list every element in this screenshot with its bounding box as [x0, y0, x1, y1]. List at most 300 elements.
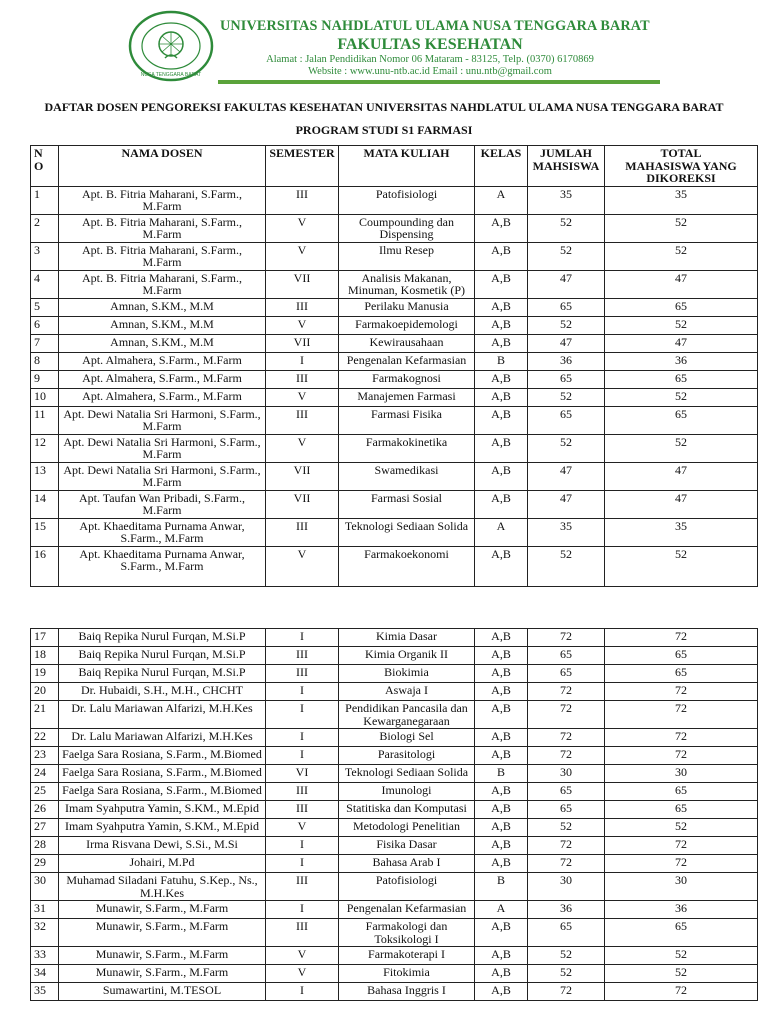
cell-semester: I — [266, 683, 339, 701]
cell-semester: I — [266, 901, 339, 919]
cell-nama-dosen: Faelga Sara Rosiana, S.Farm., M.Biomed — [59, 765, 266, 783]
cell-mata-kuliah: Teknologi Sediaan Solida — [339, 518, 475, 546]
cell-kelas: A,B — [475, 783, 528, 801]
cell-no: 6 — [31, 316, 59, 334]
cell-no: 13 — [31, 462, 59, 490]
table-row — [31, 819, 758, 837]
cell-mata-kuliah: Biokimia — [339, 665, 475, 683]
cell-mata-kuliah: Farmakoekonomi — [339, 546, 475, 586]
table-row — [31, 334, 758, 352]
cell-semester: VII — [266, 490, 339, 518]
table-row — [31, 965, 758, 983]
cell-total: 65 — [605, 783, 758, 801]
cell-semester: VI — [266, 765, 339, 783]
cell-mata-kuliah: Patofisiologi — [339, 873, 475, 901]
cell-nama-dosen: Muhamad Siladani Fatuhu, S.Kep., Ns., M.H.Kes — [59, 873, 266, 901]
table-row — [31, 370, 758, 388]
table-row — [31, 729, 758, 747]
cell-jumlah: 52 — [528, 546, 605, 586]
cell-kelas: A,B — [475, 983, 528, 1001]
cell-kelas: A,B — [475, 490, 528, 518]
table-row — [31, 214, 758, 242]
cell-no: 28 — [31, 837, 59, 855]
cell-mata-kuliah: Bahasa Inggris I — [339, 983, 475, 1001]
cell-no: 33 — [31, 947, 59, 965]
table-row — [31, 747, 758, 765]
cell-jumlah: 72 — [528, 683, 605, 701]
cell-no: 16 — [31, 546, 59, 586]
program-subtitle: PROGRAM STUDI S1 FARMASI — [295, 123, 473, 137]
cell-jumlah: 47 — [528, 270, 605, 298]
cell-jumlah: 65 — [528, 406, 605, 434]
cell-jumlah: 52 — [528, 316, 605, 334]
cell-mata-kuliah: Statitiska dan Komputasi — [339, 801, 475, 819]
cell-semester: V — [266, 546, 339, 586]
cell-jumlah: 65 — [528, 298, 605, 316]
table-row — [31, 270, 758, 298]
cell-kelas: A,B — [475, 665, 528, 683]
cell-kelas: A,B — [475, 298, 528, 316]
cell-kelas: B — [475, 352, 528, 370]
cell-nama-dosen: Apt. Khaeditama Purnama Anwar, S.Farm., M.Farm — [59, 546, 266, 586]
header-total-dikoreksi: TOTAL MAHASISWA YANG DIKOREKSI — [605, 146, 758, 187]
table-row — [31, 629, 758, 647]
cell-nama-dosen: Apt. B. Fitria Maharani, S.Farm., M.Farm — [59, 186, 266, 214]
cell-no: 4 — [31, 270, 59, 298]
table-row — [31, 518, 758, 546]
cell-semester: VII — [266, 334, 339, 352]
cell-total: 52 — [605, 316, 758, 334]
cell-jumlah: 52 — [528, 434, 605, 462]
cell-no: 7 — [31, 334, 59, 352]
cell-kelas: A,B — [475, 701, 528, 729]
cell-kelas: A,B — [475, 434, 528, 462]
cell-jumlah: 65 — [528, 919, 605, 947]
cell-jumlah: 65 — [528, 665, 605, 683]
cell-no: 10 — [31, 388, 59, 406]
university-name: UNIVERSITAS NAHDLATUL ULAMA NUSA TENGGARA BARAT — [220, 18, 650, 34]
cell-jumlah: 36 — [528, 901, 605, 919]
cell-semester: I — [266, 855, 339, 873]
cell-semester: VII — [266, 270, 339, 298]
cell-nama-dosen: Dr. Lalu Mariawan Alfarizi, M.H.Kes — [59, 729, 266, 747]
lecturer-table-part-2 — [30, 628, 758, 1001]
cell-nama-dosen: Munawir, S.Farm., M.Farm — [59, 965, 266, 983]
cell-total: 36 — [605, 352, 758, 370]
cell-mata-kuliah: Imunologi — [339, 783, 475, 801]
cell-mata-kuliah: Ilmu Resep — [339, 242, 475, 270]
table-row — [31, 352, 758, 370]
cell-no: 3 — [31, 242, 59, 270]
cell-nama-dosen: Amnan, S.KM., M.M — [59, 334, 266, 352]
cell-mata-kuliah: Teknologi Sediaan Solida — [339, 765, 475, 783]
cell-mata-kuliah: Coumpounding dan Dispensing — [339, 214, 475, 242]
cell-semester: I — [266, 983, 339, 1001]
cell-no: 21 — [31, 701, 59, 729]
cell-kelas: A,B — [475, 819, 528, 837]
cell-jumlah: 72 — [528, 747, 605, 765]
cell-nama-dosen: Amnan, S.KM., M.M — [59, 316, 266, 334]
cell-nama-dosen: Munawir, S.Farm., M.Farm — [59, 901, 266, 919]
cell-kelas: A,B — [475, 947, 528, 965]
cell-semester: V — [266, 214, 339, 242]
cell-nama-dosen: Apt. B. Fitria Maharani, S.Farm., M.Farm — [59, 242, 266, 270]
cell-kelas: A,B — [475, 683, 528, 701]
faculty-name: FAKULTAS KESEHATAN — [337, 36, 523, 53]
cell-nama-dosen: Imam Syahputra Yamin, S.KM., M.Epid — [59, 819, 266, 837]
table-row — [31, 919, 758, 947]
cell-total: 65 — [605, 801, 758, 819]
cell-semester: V — [266, 242, 339, 270]
cell-semester: V — [266, 316, 339, 334]
cell-mata-kuliah: Perilaku Manusia — [339, 298, 475, 316]
table-row — [31, 901, 758, 919]
cell-total: 30 — [605, 873, 758, 901]
cell-nama-dosen: Apt. Dewi Natalia Sri Harmoni, S.Farm., M.Farm — [59, 434, 266, 462]
cell-nama-dosen: Baiq Repika Nurul Furqan, M.Si.P — [59, 647, 266, 665]
cell-mata-kuliah: Patofisiologi — [339, 186, 475, 214]
cell-nama-dosen: Amnan, S.KM., M.M — [59, 298, 266, 316]
table-row — [31, 434, 758, 462]
cell-kelas: B — [475, 765, 528, 783]
cell-kelas: A,B — [475, 214, 528, 242]
cell-nama-dosen: Apt. Dewi Natalia Sri Harmoni, S.Farm., M.Farm — [59, 462, 266, 490]
cell-no: 26 — [31, 801, 59, 819]
table-row — [31, 765, 758, 783]
cell-jumlah: 47 — [528, 334, 605, 352]
cell-no: 5 — [31, 298, 59, 316]
table-row — [31, 388, 758, 406]
cell-semester: III — [266, 919, 339, 947]
cell-mata-kuliah: Swamedikasi — [339, 462, 475, 490]
cell-jumlah: 36 — [528, 352, 605, 370]
table-row — [31, 665, 758, 683]
cell-no: 32 — [31, 919, 59, 947]
cell-kelas: A,B — [475, 729, 528, 747]
cell-mata-kuliah: Farmakoterapi I — [339, 947, 475, 965]
cell-mata-kuliah: Analisis Makanan, Minuman, Kosmetik (P) — [339, 270, 475, 298]
cell-mata-kuliah: Farmakologi dan Toksikologi I — [339, 919, 475, 947]
cell-total: 35 — [605, 186, 758, 214]
cell-kelas: A,B — [475, 747, 528, 765]
cell-jumlah: 30 — [528, 873, 605, 901]
cell-kelas: A,B — [475, 242, 528, 270]
cell-no: 8 — [31, 352, 59, 370]
cell-nama-dosen: Apt. Taufan Wan Pribadi, S.Farm., M.Farm — [59, 490, 266, 518]
cell-no: 23 — [31, 747, 59, 765]
table-row — [31, 186, 758, 214]
cell-mata-kuliah: Kewirausahaan — [339, 334, 475, 352]
cell-jumlah: 52 — [528, 965, 605, 983]
cell-jumlah: 65 — [528, 370, 605, 388]
cell-jumlah: 52 — [528, 388, 605, 406]
cell-semester: III — [266, 186, 339, 214]
table-row — [31, 783, 758, 801]
cell-total: 35 — [605, 518, 758, 546]
cell-semester: V — [266, 965, 339, 983]
cell-nama-dosen: Irma Risvana Dewi, S.Si., M.Si — [59, 837, 266, 855]
cell-mata-kuliah: Kimia Dasar — [339, 629, 475, 647]
cell-semester: V — [266, 819, 339, 837]
cell-mata-kuliah: Parasitologi — [339, 747, 475, 765]
cell-semester: I — [266, 729, 339, 747]
cell-mata-kuliah: Aswaja I — [339, 683, 475, 701]
cell-total: 47 — [605, 334, 758, 352]
table-row — [31, 316, 758, 334]
cell-no: 1 — [31, 186, 59, 214]
cell-nama-dosen: Apt. Almahera, S.Farm., M.Farm — [59, 388, 266, 406]
cell-kelas: A,B — [475, 270, 528, 298]
cell-no: 24 — [31, 765, 59, 783]
cell-total: 72 — [605, 983, 758, 1001]
cell-kelas: A,B — [475, 629, 528, 647]
header-mata-kuliah: MATA KULIAH — [339, 146, 475, 187]
table-row — [31, 947, 758, 965]
table-row — [31, 983, 758, 1001]
cell-total: 72 — [605, 729, 758, 747]
cell-nama-dosen: Apt. Almahera, S.Farm., M.Farm — [59, 370, 266, 388]
table-row — [31, 242, 758, 270]
cell-kelas: A,B — [475, 406, 528, 434]
cell-nama-dosen: Apt. Dewi Natalia Sri Harmoni, S.Farm., M.Farm — [59, 406, 266, 434]
cell-mata-kuliah: Fisika Dasar — [339, 837, 475, 855]
cell-mata-kuliah: Bahasa Arab I — [339, 855, 475, 873]
cell-mata-kuliah: Manajemen Farmasi — [339, 388, 475, 406]
cell-kelas: A,B — [475, 388, 528, 406]
cell-nama-dosen: Munawir, S.Farm., M.Farm — [59, 919, 266, 947]
cell-mata-kuliah: Farmakoepidemologi — [339, 316, 475, 334]
cell-total: 30 — [605, 765, 758, 783]
cell-total: 47 — [605, 462, 758, 490]
cell-mata-kuliah: Pengenalan Kefarmasian — [339, 901, 475, 919]
logo-lettering-bottom: NUSA TENGGARA BARAT — [140, 72, 202, 78]
cell-total: 72 — [605, 701, 758, 729]
header-no: N O — [31, 146, 59, 187]
cell-jumlah: 35 — [528, 186, 605, 214]
cell-kelas: A,B — [475, 647, 528, 665]
cell-total: 52 — [605, 388, 758, 406]
cell-nama-dosen: Apt. B. Fitria Maharani, S.Farm., M.Farm — [59, 214, 266, 242]
cell-no: 30 — [31, 873, 59, 901]
address: Alamat : Jalan Pendidikan Nomor 06 Mataram - 83125, Telp. (0370) 6170869 — [266, 54, 594, 65]
cell-jumlah: 35 — [528, 518, 605, 546]
table-row — [31, 873, 758, 901]
cell-kelas: A,B — [475, 334, 528, 352]
cell-total: 65 — [605, 406, 758, 434]
cell-nama-dosen: Faelga Sara Rosiana, S.Farm., M.Biomed — [59, 783, 266, 801]
cell-kelas: A,B — [475, 855, 528, 873]
cell-jumlah: 72 — [528, 983, 605, 1001]
cell-mata-kuliah: Farmakokinetika — [339, 434, 475, 462]
cell-no: 34 — [31, 965, 59, 983]
cell-semester: III — [266, 298, 339, 316]
cell-kelas: A,B — [475, 965, 528, 983]
cell-total: 52 — [605, 214, 758, 242]
cell-no: 31 — [31, 901, 59, 919]
cell-jumlah: 52 — [528, 214, 605, 242]
table-row — [31, 406, 758, 434]
cell-semester: III — [266, 801, 339, 819]
cell-no: 18 — [31, 647, 59, 665]
table-row — [31, 701, 758, 729]
cell-total: 72 — [605, 629, 758, 647]
cell-semester: III — [266, 783, 339, 801]
cell-semester: III — [266, 370, 339, 388]
cell-no: 29 — [31, 855, 59, 873]
cell-nama-dosen: Apt. B. Fitria Maharani, S.Farm., M.Farm — [59, 270, 266, 298]
cell-mata-kuliah: Metodologi Penelitian — [339, 819, 475, 837]
cell-semester: I — [266, 352, 339, 370]
cell-no: 22 — [31, 729, 59, 747]
cell-total: 65 — [605, 665, 758, 683]
cell-jumlah: 52 — [528, 947, 605, 965]
website-email: Website : www.unu-ntb.ac.id Email : unu.ntb@gmail.com — [308, 66, 552, 77]
cell-no: 2 — [31, 214, 59, 242]
cell-jumlah: 52 — [528, 819, 605, 837]
cell-nama-dosen: Baiq Repika Nurul Furqan, M.Si.P — [59, 629, 266, 647]
cell-mata-kuliah: Farmakognosi — [339, 370, 475, 388]
cell-jumlah: 72 — [528, 629, 605, 647]
cell-semester: V — [266, 434, 339, 462]
cell-nama-dosen: Johairi, M.Pd — [59, 855, 266, 873]
cell-nama-dosen: Dr. Hubaidi, S.H., M.H., CHCHT — [59, 683, 266, 701]
cell-total: 65 — [605, 919, 758, 947]
cell-kelas: A,B — [475, 370, 528, 388]
table-row — [31, 647, 758, 665]
cell-jumlah: 72 — [528, 729, 605, 747]
cell-kelas: A — [475, 901, 528, 919]
cell-no: 15 — [31, 518, 59, 546]
cell-semester: I — [266, 701, 339, 729]
letterhead-divider — [218, 80, 660, 84]
cell-jumlah: 72 — [528, 701, 605, 729]
header-nama-dosen: NAMA DOSEN — [59, 146, 266, 187]
cell-mata-kuliah: Farmasi Fisika — [339, 406, 475, 434]
cell-nama-dosen: Munawir, S.Farm., M.Farm — [59, 947, 266, 965]
cell-semester: I — [266, 747, 339, 765]
cell-kelas: A — [475, 518, 528, 546]
cell-jumlah: 47 — [528, 490, 605, 518]
university-logo — [128, 10, 214, 82]
cell-no: 9 — [31, 370, 59, 388]
table-row — [31, 837, 758, 855]
cell-no: 19 — [31, 665, 59, 683]
cell-semester: I — [266, 629, 339, 647]
table-row — [31, 683, 758, 701]
table-row — [31, 855, 758, 873]
cell-kelas: B — [475, 873, 528, 901]
lecturer-table-part-1 — [30, 145, 758, 587]
cell-jumlah: 52 — [528, 242, 605, 270]
document-title: DAFTAR DOSEN PENGOREKSI FAKULTAS KESEHATAN UNIVERSITAS NAHDLATUL ULAMA NUSA TENGGARA BARAT — [44, 100, 724, 114]
cell-semester: III — [266, 406, 339, 434]
cell-jumlah: 65 — [528, 801, 605, 819]
cell-mata-kuliah: Pendidikan Pancasila dan Kewarganegaraan — [339, 701, 475, 729]
cell-total: 47 — [605, 270, 758, 298]
cell-total: 52 — [605, 965, 758, 983]
cell-total: 65 — [605, 298, 758, 316]
cell-nama-dosen: Sumawartini, M.TESOL — [59, 983, 266, 1001]
cell-kelas: A,B — [475, 801, 528, 819]
table-row — [31, 462, 758, 490]
cell-nama-dosen: Imam Syahputra Yamin, S.KM., M.Epid — [59, 801, 266, 819]
cell-no: 11 — [31, 406, 59, 434]
cell-semester: III — [266, 873, 339, 901]
cell-nama-dosen: Baiq Repika Nurul Furqan, M.Si.P — [59, 665, 266, 683]
cell-total: 72 — [605, 855, 758, 873]
cell-no: 14 — [31, 490, 59, 518]
cell-semester: I — [266, 837, 339, 855]
cell-kelas: A,B — [475, 546, 528, 586]
cell-jumlah: 65 — [528, 783, 605, 801]
cell-total: 52 — [605, 546, 758, 586]
cell-jumlah: 47 — [528, 462, 605, 490]
cell-total: 65 — [605, 647, 758, 665]
cell-total: 52 — [605, 947, 758, 965]
cell-nama-dosen: Faelga Sara Rosiana, S.Farm., M.Biomed — [59, 747, 266, 765]
cell-semester: V — [266, 947, 339, 965]
cell-semester: III — [266, 665, 339, 683]
cell-total: 72 — [605, 747, 758, 765]
cell-no: 20 — [31, 683, 59, 701]
cell-jumlah: 30 — [528, 765, 605, 783]
letterhead-text — [220, 18, 650, 78]
table-row — [31, 546, 758, 586]
cell-nama-dosen: Dr. Lalu Mariawan Alfarizi, M.H.Kes — [59, 701, 266, 729]
header-semester: SEMESTER — [266, 146, 339, 187]
cell-nama-dosen: Apt. Khaeditama Purnama Anwar, S.Farm., M.Farm — [59, 518, 266, 546]
cell-semester: III — [266, 518, 339, 546]
cell-total: 52 — [605, 819, 758, 837]
cell-no: 12 — [31, 434, 59, 462]
cell-total: 72 — [605, 683, 758, 701]
cell-kelas: A,B — [475, 837, 528, 855]
cell-jumlah: 72 — [528, 837, 605, 855]
cell-no: 17 — [31, 629, 59, 647]
cell-mata-kuliah: Kimia Organik II — [339, 647, 475, 665]
cell-jumlah: 65 — [528, 647, 605, 665]
cell-total: 36 — [605, 901, 758, 919]
cell-kelas: A — [475, 186, 528, 214]
cell-nama-dosen: Apt. Almahera, S.Farm., M.Farm — [59, 352, 266, 370]
header-kelas: KELAS — [475, 146, 528, 187]
cell-total: 72 — [605, 837, 758, 855]
cell-mata-kuliah: Fitokimia — [339, 965, 475, 983]
cell-no: 27 — [31, 819, 59, 837]
cell-mata-kuliah: Biologi Sel — [339, 729, 475, 747]
cell-no: 25 — [31, 783, 59, 801]
cell-mata-kuliah: Pengenalan Kefarmasian — [339, 352, 475, 370]
cell-semester: III — [266, 647, 339, 665]
table-row — [31, 801, 758, 819]
cell-total: 52 — [605, 242, 758, 270]
cell-kelas: A,B — [475, 462, 528, 490]
cell-kelas: A,B — [475, 919, 528, 947]
cell-total: 65 — [605, 370, 758, 388]
cell-total: 47 — [605, 490, 758, 518]
letterhead — [120, 8, 650, 88]
cell-semester: V — [266, 388, 339, 406]
cell-no: 35 — [31, 983, 59, 1001]
header-jumlah-mahasiswa: JUMLAH MAHSISWA — [528, 146, 605, 187]
cell-jumlah: 72 — [528, 855, 605, 873]
cell-total: 52 — [605, 434, 758, 462]
cell-kelas: A,B — [475, 316, 528, 334]
table-header-row — [31, 146, 758, 187]
cell-semester: VII — [266, 462, 339, 490]
cell-mata-kuliah: Farmasi Sosial — [339, 490, 475, 518]
table-row — [31, 298, 758, 316]
